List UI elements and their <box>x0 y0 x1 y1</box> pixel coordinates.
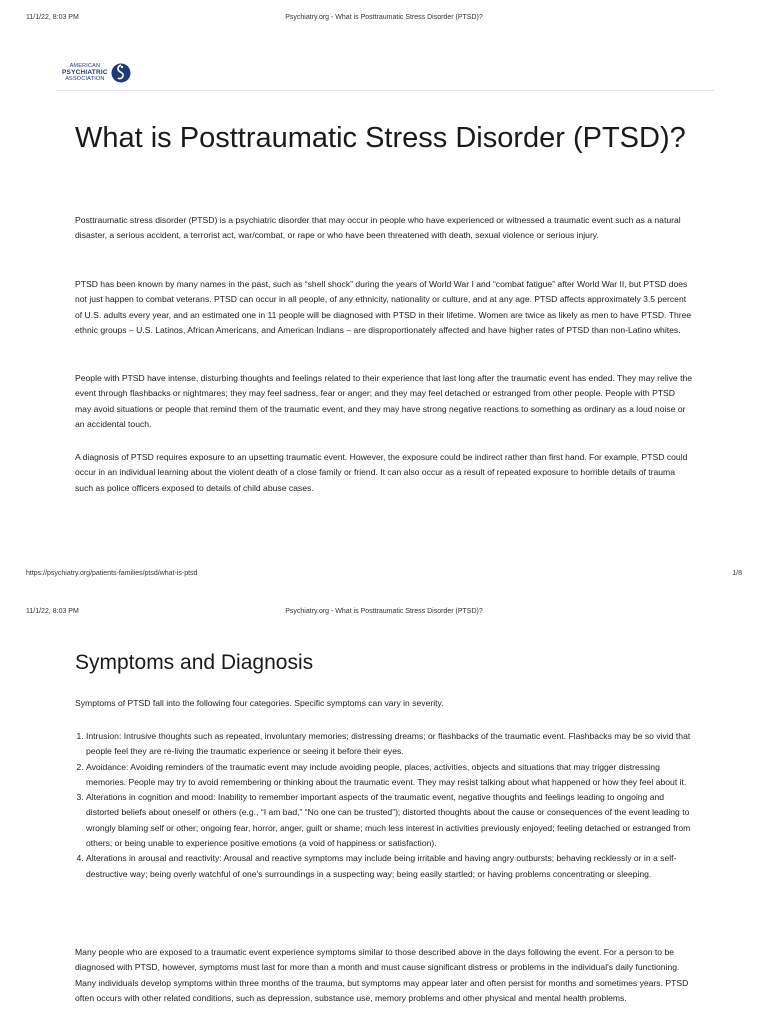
apa-logo-icon <box>111 61 131 85</box>
list-item: 4. Alterations in arousal and reactivity: Arousal and reactive symptoms may include being irritable and having angry outbursts; behaving recklessly or in a self-destructive way; being overly watchful of one's surroundings in a suspecting way; being easily startled; or having problems concentrating or sleeping. <box>86 851 693 882</box>
symptoms-intro-wrap <box>75 696 693 711</box>
logo-line-american: AMERICAN <box>69 63 101 70</box>
intro-paragraph-2-wrap <box>75 277 693 338</box>
print-date: 11/1/22, 8:03 PM <box>26 14 79 21</box>
header-divider <box>56 90 714 91</box>
page-title: What is Posttraumatic Stress Disorder (PTSD)? <box>75 122 686 154</box>
intro-paragraph-2: PTSD has been known by many names in the past, such as “shell shock” during the years of World War I and “combat fatigue” after World War II, but PTSD does not just happen to combat veterans. PTSD can occur in all people, of any ethnicity, nationality or culture, and at any age. PTSD affects approximately 3.5 percent of U.S. adults every year, and an estimated one in 11 people will be diagnosed with PTSD in their lifetime. Women are twice as likely as men to have PTSD. Three ethnic groups – U.S. Latinos, African Americans, and American Indians – are disproportionately affected and have higher rates of PTSD than non-Latino whites. <box>75 279 692 335</box>
logo-line-psychiatric: PSYCHIATRIC <box>62 68 108 76</box>
list-item: 1. Intrusion: Intrusive thoughts such as repeated, involuntary memories; distressing dreams; or flashbacks of the traumatic event. Flashbacks may be so vivid that people feel they are re-living the traumatic experience or seeing it before their eyes. <box>86 729 693 760</box>
apa-logo[interactable] <box>62 60 131 86</box>
article-intro <box>75 120 693 157</box>
list-item: 3. Alterations in cognition and mood: Inability to remember important aspects of the traumatic event, negative thoughts and feelings leading to ongoing and distorted beliefs about oneself or others (e.g., “I am bad,” “No one can be trusted”); distorted thoughts about the cause or consequences of the event leading to wrongly blaming self or other; ongoing fear, horror, anger, guilt or shame; much less interest in activities previously enjoyed; feeling detached or estranged from others; or being unable to experience positive emotions (a void of happiness or satisfaction). <box>86 790 693 851</box>
logo-line-association: ASSOCIATION <box>65 76 105 83</box>
page-url[interactable]: https://psychiatry.org/patients-families/ptsd/what-is-ptsd <box>26 570 198 577</box>
logo-wordmark <box>62 63 108 83</box>
intro-paragraph-4-wrap <box>75 450 693 496</box>
intro-paragraph-1-wrap <box>75 213 693 244</box>
symptoms-intro: Symptoms of PTSD fall into the following four categories. Specific symptoms can vary in severity. <box>75 698 444 708</box>
intro-paragraph-3: People with PTSD have intense, disturbing thoughts and feelings related to their experience that last long after the traumatic event has ended. They may relive the event through flashbacks or nightmares; they may feel sadness, fear or anger; and they may feel detached or estranged from other people. People with PTSD may avoid situations or people that remind them of the traumatic event, and they may have strong negative reactions to something as ordinary as a loud noise or an accidental touch. <box>75 373 693 429</box>
symptoms-list-wrap <box>75 729 693 882</box>
page-number: 1/8 <box>732 570 742 577</box>
closing-paragraph: Many people who are exposed to a traumatic event experience symptoms similar to those described above in the days following the event. For a person to be diagnosed with PTSD, however, symptoms must last for more than a month and must cause significant distress or problems in the individual's daily functioning. Many individuals develop symptoms within three months of the trauma, but symptoms may appear later and often persist for months and sometimes years. PTSD often occurs with other related conditions, such as depression, substance use, memory problems and other physical and mental health problems. <box>75 947 689 1003</box>
print-title: Psychiatry.org - What is Posttraumatic Stress Disorder (PTSD)? <box>285 608 483 615</box>
print-title: Psychiatry.org - What is Posttraumatic Stress Disorder (PTSD)? <box>285 14 483 21</box>
list-item: 2. Avoidance: Avoiding reminders of the traumatic event may include avoiding people, places, activities, objects and situations that may trigger distressing memories. People may try to avoid remembering or thinking about the traumatic event. They may resist talking about what happened or how they feel about it. <box>86 760 693 791</box>
symptoms-section-heading-wrap <box>75 650 693 676</box>
section-heading: Symptoms and Diagnosis <box>75 651 314 674</box>
intro-paragraph-4: A diagnosis of PTSD requires exposure to an upsetting traumatic event. However, the exposure could be indirect rather than first hand. For example, PTSD could occur in an individual learning about the violent death of a close family or friend. It can also occur as a result of repeated exposure to horrible details of trauma such as police officers exposed to details of child abuse cases. <box>75 452 688 493</box>
intro-paragraph-1: Posttraumatic stress disorder (PTSD) is a psychiatric disorder that may occur in people who have experienced or witnessed a traumatic event such as a natural disaster, a serious accident, a terrorist act, war/combat, or rape or who have been threatened with death, sexual violence or serious injury. <box>75 215 681 241</box>
closing-paragraph-wrap <box>75 945 693 1006</box>
symptoms-list <box>75 729 693 882</box>
intro-paragraph-3-wrap <box>75 371 693 432</box>
print-date: 11/1/22, 8:03 PM <box>26 608 79 615</box>
